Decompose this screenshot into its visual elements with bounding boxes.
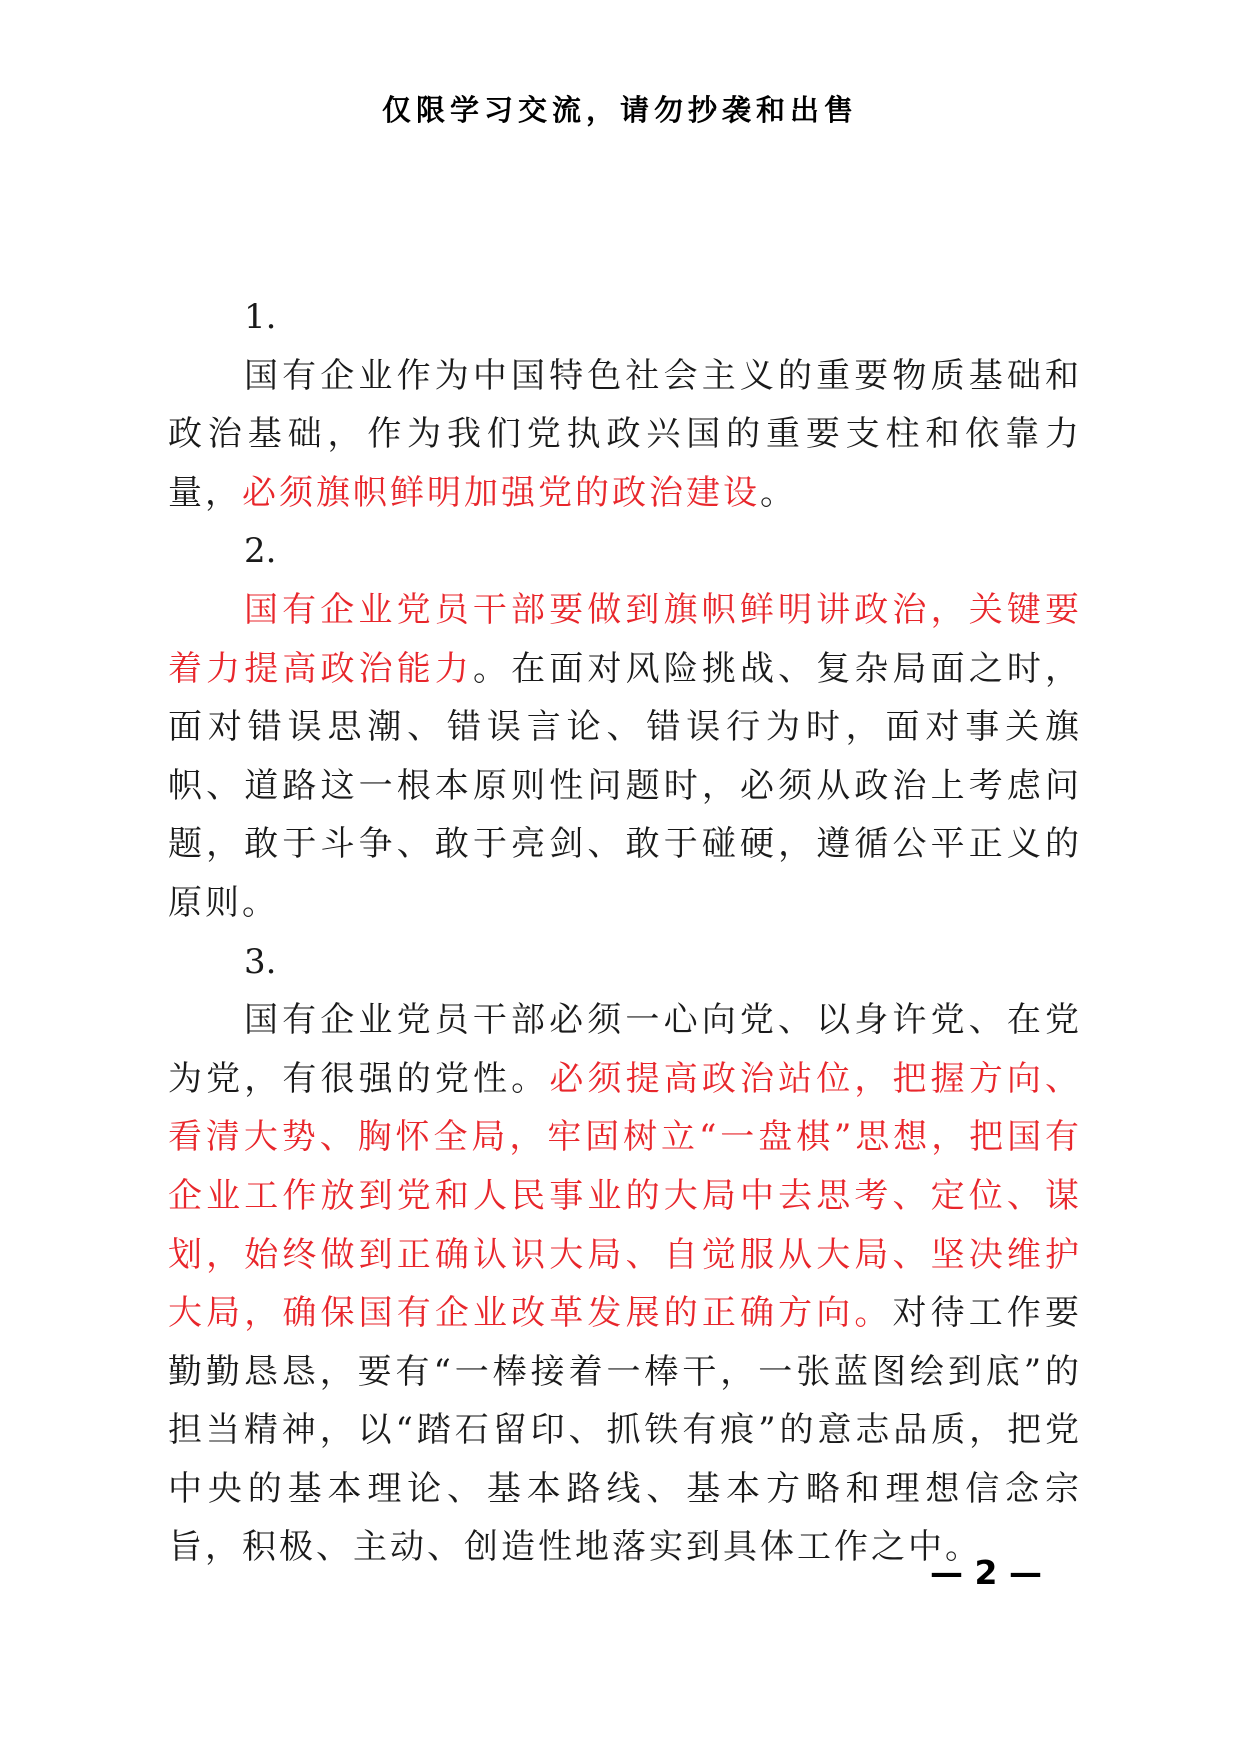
document-body (168, 288, 1082, 1577)
highlighted-text: 必须旗帜鲜明加强党的政治建设 (242, 472, 760, 513)
paragraph-text: 。在面对风险挑战、复杂局面之时，面对错误思潮、错误言论、错误行为时，面对事关旗帜、道路这一根本原则性问题时，必须从政治上考虑问题，敢于斗争、敢于亮剑、敢于碰硬，遵循公平正义的原则。 (168, 648, 1083, 923)
highlighted-text: 国有企业党员干部要做到旗帜鲜明讲政治，关键要着力提高政治能力 (168, 589, 1082, 689)
section-number-3: 3. (244, 941, 277, 982)
highlighted-text: 必须提高政治站位，把握方向、看清大势、胸怀全局，牢固树立“一盘棋”思想，把国有企业工作放到党和人民事业的大局中去思考、定位、谋划，始终做到正确认识大局、自觉服从大局、坚决维护大局，确保国有企业改革发展的正确方向。 (168, 1058, 1083, 1334)
section-paragraph-2 (168, 581, 1082, 933)
section-number-1: 1. (244, 297, 277, 337)
header-notice: 仅限学习交流，请勿抄袭和出售 (381, 93, 858, 127)
paragraph-text: 。 (760, 472, 797, 513)
page-number: — 2 — (930, 1553, 1042, 1592)
paragraph-text: 国有企业党员干部必须一心向党、以身许党、在党为党，有很强的党性。 (168, 1000, 1082, 1099)
paragraph-text: 国有企业作为中国特色社会主义的重要物质基础和政治基础，作为我们党执政兴国的重要支柱和依靠力量， (168, 355, 1082, 513)
paragraph-text: 对待工作要勤勤恳恳，要有“一棒接着一棒干，一张蓝图绘到底”的担当精神，以“踏石留印、抓铁有痕”的意志品质，把党中央的基本理论、基本路线、基本方略和理想信念宗旨，积极、主动、创造性地落实到具体工作之中。 (168, 1293, 1083, 1568)
section-paragraph-1 (168, 347, 1082, 523)
section-number-2: 2. (244, 531, 277, 572)
section-paragraph-3 (168, 991, 1082, 1577)
